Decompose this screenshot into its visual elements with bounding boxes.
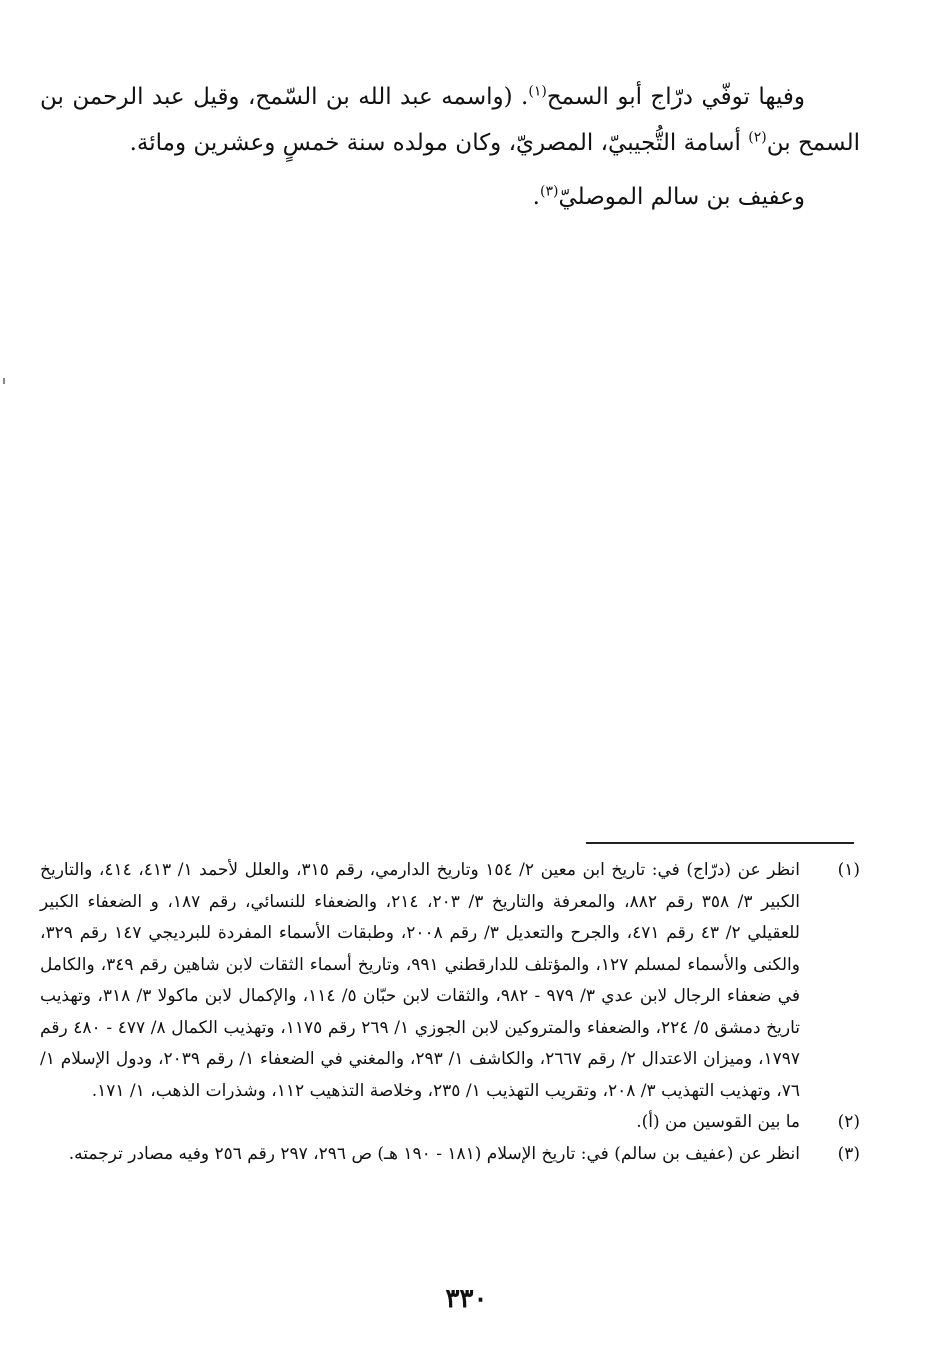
- paragraph-afif: [40, 174, 860, 220]
- paragraph-text: . (واسمه عبد الله بن السّمح، وقيل عبد الرحمن بن السمح بن: [40, 84, 860, 156]
- footnote-3: [40, 1139, 860, 1171]
- footnotes: [40, 855, 860, 1170]
- paragraph-end: .: [532, 184, 540, 210]
- footnote-marker-1[interactable]: (١): [528, 83, 547, 100]
- footnote-separator: [586, 842, 854, 844]
- footnote-number: (١): [837, 860, 860, 880]
- footnote-marker-2[interactable]: (٢): [748, 129, 767, 146]
- footnote-1: [40, 855, 860, 1107]
- page-number: ٣٣٠: [445, 1284, 488, 1314]
- footnote-text: ما بين القوسين من (أ).: [636, 1112, 800, 1132]
- paragraph-text: وفيها توفّي درّاج أبو السمح: [546, 84, 805, 110]
- paragraph-text: وعفيف بن سالم الموصليّ: [558, 184, 805, 210]
- footnote-2: [40, 1107, 860, 1139]
- footnote-text: انظر عن (درّاج) في: تاريخ ابن معين ٢/ ١٥٤ وتاريخ الدارمي، رقم ٣١٥، والعلل لأحمد ١/ ٤١٣، ٤١٤، والتاريخ الكبير ٣/ ٣٥٨ رقم ٨٨٢، والمعرفة والتاريخ ٣/ ٢٠٣، ٢١٤، والضعفاء للنسائي، رقم ١٨٧، و الضعفاء الكبير للعقيلي ٢/ ٤٣ رقم ٤٧١، والجرح والتعديل ٣/ رقم ٢٠٠٨، وطبقات الأسماء المفردة للبرديجي ١٤٧ رقم ٣٢٩، والكنى والأسماء لمسلم ١٢٧، والمؤتلف للدارقطني ٩٩١، وتاريخ أسماء الثقات لابن شاهين رقم ٣٤٩، والكامل في ضعفاء الرجال لابن عدي ٣/ ٩٧٩ - ٩٨٢، والثقات لابن حبّان ٥/ ١١٤، والإكمال لابن ماكولا ٣/ ٣١٨، وتهذيب تاريخ دمشق ٥/ ٢٢٤، والضعفاء والمتروكين لابن الجوزي ١/ ٢٦٩ رقم ١١٧٥، وتهذيب الكمال ٨/ ٤٧٧ - ٤٨٠ رقم ١٧٩٧، وميزان الاعتدال ٢/ رقم ٢٦٦٧، والكاشف ١/ ٢٩٣، والمغني في الضعفاء ١/ رقم ٢٠٣٩، ودول الإسلام ١/ ٧٦، وتهذيب التهذيب ٣/ ٢٠٨، وتقريب التهذيب ١/ ٢٣٥، وخلاصة التذهيب ١١٢، وشذرات الذهب، ١/ ١٧١.: [40, 860, 801, 1101]
- paragraph-text: أسامة التُّجيبيّ، المصريّ، وكان مولده سنة خمسٍ وعشرين ومائة.: [129, 130, 749, 156]
- footnote-text: انظر عن (عفيف بن سالم) في: تاريخ الإسلام (١٨١ - ١٩٠ هـ) ص ٢٩٦، ٢٩٧ رقم ٢٥٦ وفيه مصادر ترجمته.: [68, 1143, 800, 1164]
- main-text: [40, 74, 860, 220]
- footnote-number: (٣): [837, 1143, 860, 1164]
- footnote-marker-3[interactable]: (٣): [539, 183, 559, 200]
- scan-speck: [3, 378, 5, 384]
- footnote-number: (٢): [837, 1112, 860, 1132]
- paragraph-darraj: [40, 74, 860, 166]
